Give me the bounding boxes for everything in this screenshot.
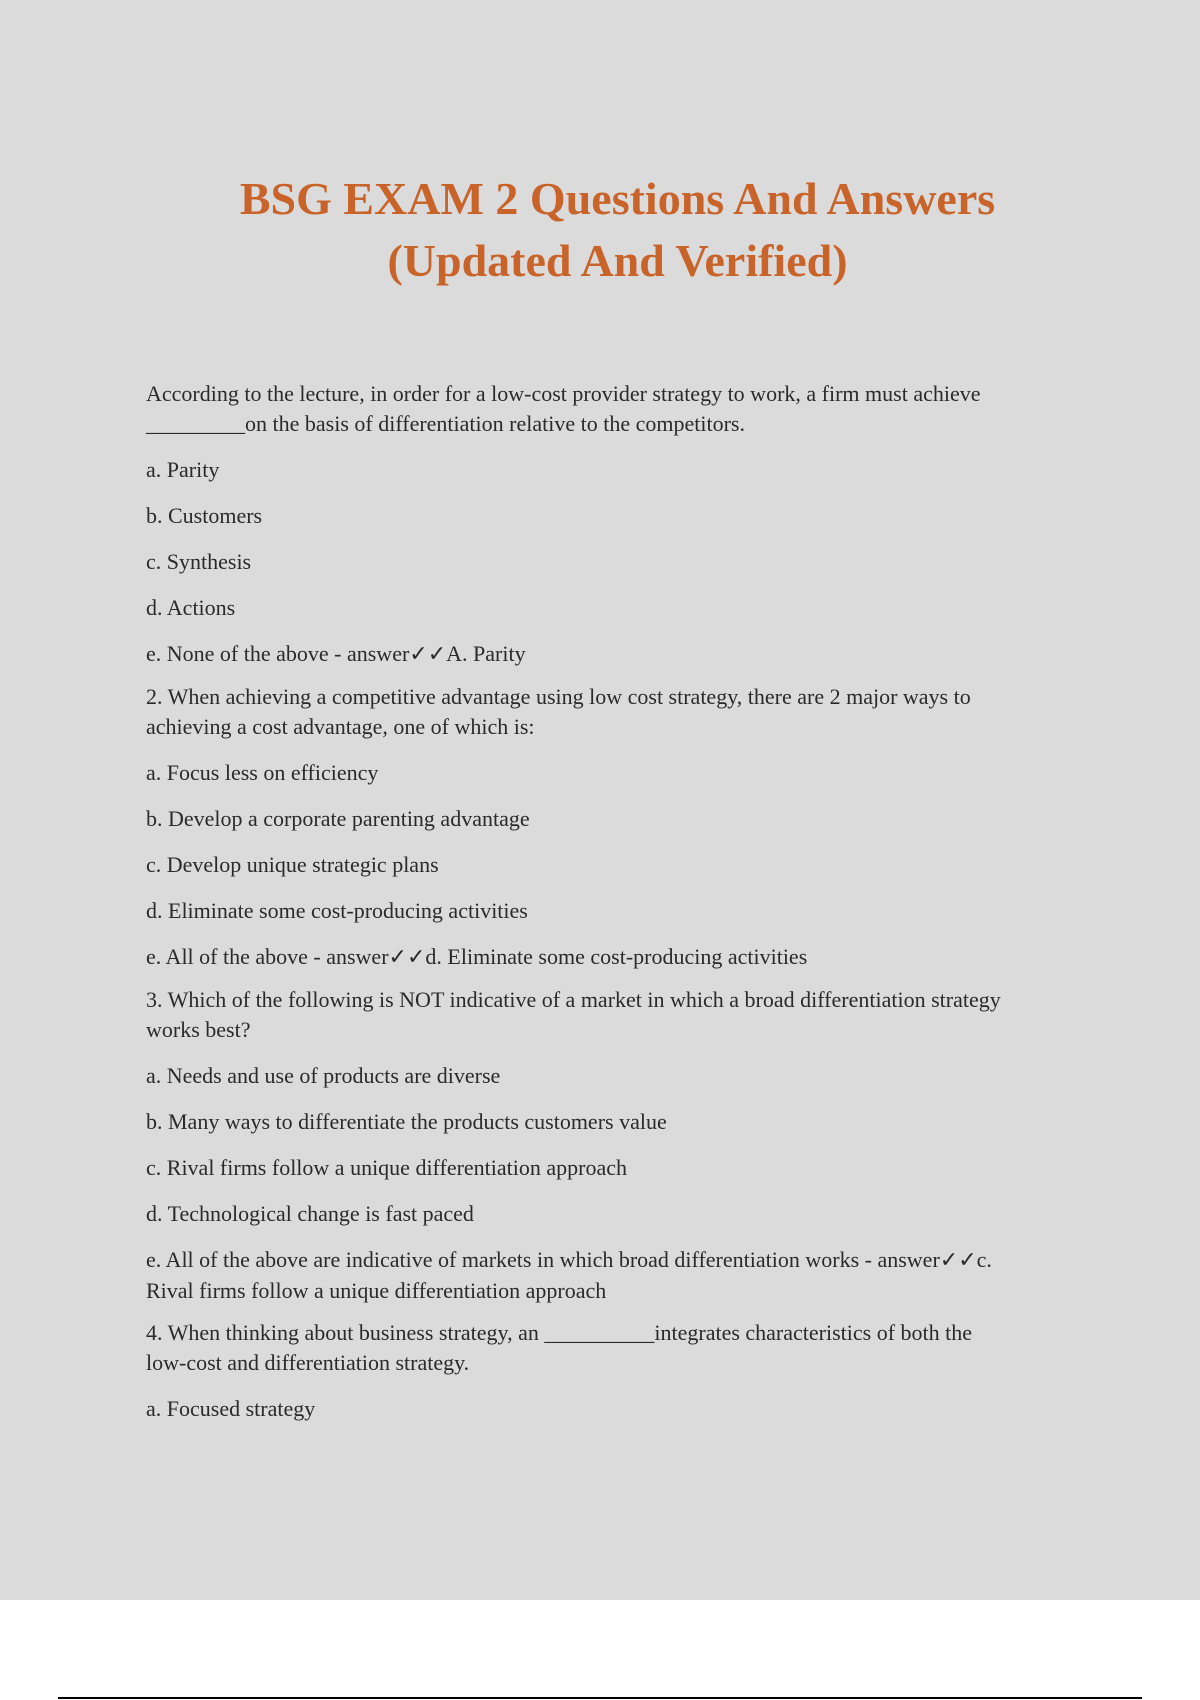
question-3-option-a: a. Needs and use of products are diverse	[146, 1063, 501, 1088]
question-2-option-b: b. Develop a corporate parenting advantage	[146, 806, 530, 831]
question-3-stem: 3. Which of the following is NOT indicative of a market in which a broad differentiation strategy works best?	[146, 987, 1001, 1042]
question-2-option-d: d. Eliminate some cost-producing activities	[146, 898, 528, 923]
question-2-answer: e. All of the above - answer✓✓d. Eliminate some cost-producing activities	[146, 944, 808, 970]
question-4-option-a: a. Focused strategy	[146, 1396, 316, 1421]
checkmark-icon: ✓✓	[409, 642, 447, 667]
page-divider	[58, 1697, 1142, 1699]
question-2-option-c: c. Develop unique strategic plans	[146, 852, 439, 877]
question-1-option-d: d. Actions	[146, 595, 236, 620]
question-list	[146, 379, 1096, 1440]
question-3-option-c: c. Rival firms follow a unique differentiation approach	[146, 1155, 628, 1180]
question-3-option-b: b. Many ways to differentiate the products customers value	[146, 1109, 667, 1134]
question-1-stem: According to the lecture, in order for a low-cost provider strategy to work, a firm must achieve _________on the basis of differentiation relative to the competitors.	[146, 381, 981, 436]
question-3-option-d: d. Technological change is fast paced	[146, 1201, 474, 1226]
question-2-stem: 2. When achieving a competitive advantage using low cost strategy, there are 2 major ways to achieving a cost advantage, one of which is:	[146, 684, 971, 739]
checkmark-icon: ✓✓	[939, 1248, 977, 1273]
question-1-answer: e. None of the above - answer✓✓A. Parity	[146, 641, 526, 667]
question-3-answer: e. All of the above are indicative of markets in which broad differentiation works - answer✓✓c. Rival firms follow a unique differentiation approach	[146, 1247, 992, 1303]
question-1-option-a: a. Parity	[146, 457, 220, 482]
title-line-2: (Updated And Verified)	[387, 235, 848, 286]
question-2-option-a: a. Focus less on efficiency	[146, 760, 379, 785]
question-1-option-c: c. Synthesis	[146, 549, 252, 574]
question-1-option-b: b. Customers	[146, 503, 263, 528]
question-4-stem: 4. When thinking about business strategy, an __________integrates characteristics of both the low-cost and differentiation strategy.	[146, 1320, 973, 1375]
checkmark-icon: ✓✓	[388, 945, 426, 970]
page-title	[0, 168, 1200, 292]
title-line-1: BSG EXAM 2 Questions And Answers	[239, 173, 996, 224]
